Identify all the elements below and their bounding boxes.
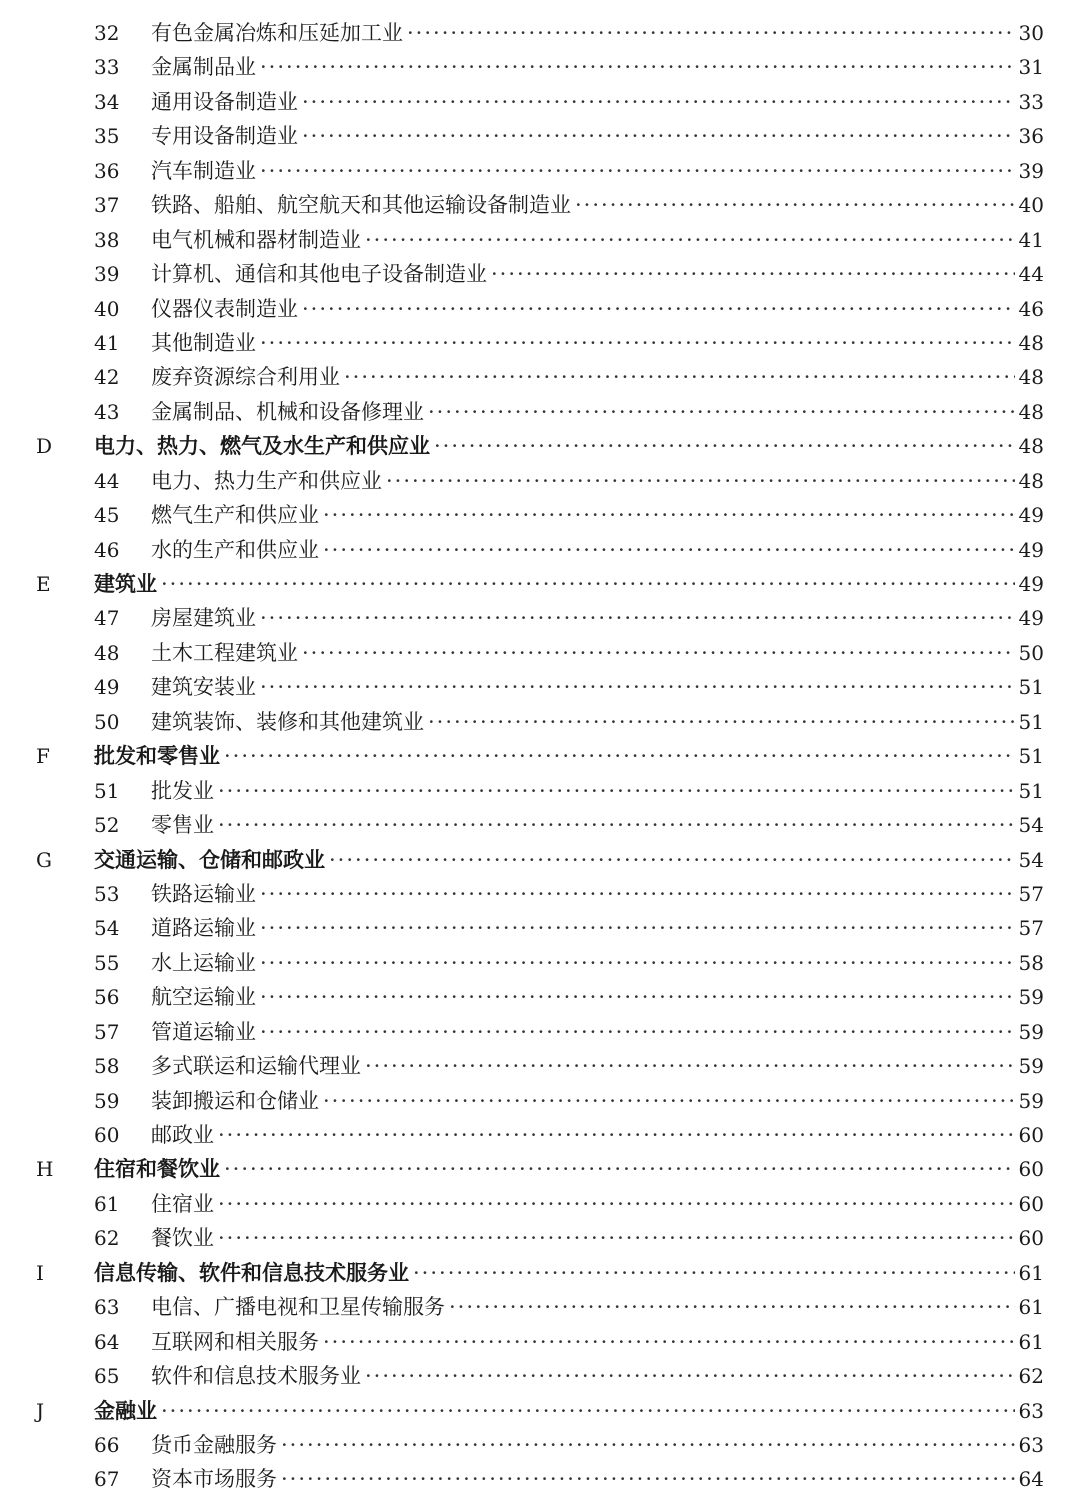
entry-number: 66 (94, 1432, 120, 1457)
entry-title-line (151, 636, 1044, 670)
entry-title-line (151, 774, 1044, 808)
entry-title: 废弃资源综合利用业 (151, 365, 340, 390)
dot-leader (302, 292, 1015, 326)
entry-title: 多式联运和运输代理业 (151, 1054, 361, 1079)
section-title: 批发和零售业 (94, 743, 220, 769)
entry-number: 49 (94, 675, 120, 700)
page-number: 31 (1018, 55, 1044, 80)
entry-title: 零售业 (151, 813, 214, 838)
toc-entry-row (0, 774, 1080, 808)
section-title: 交通运输、仓储和邮政业 (94, 846, 325, 872)
entry-number: 46 (94, 537, 120, 562)
entry-title-line (94, 567, 1044, 601)
dot-leader (575, 188, 1015, 222)
dot-leader (161, 1394, 1015, 1428)
dot-leader (260, 877, 1015, 911)
entry-title: 货币金融服务 (151, 1432, 277, 1457)
entry-title-line (94, 739, 1044, 773)
page-number: 57 (1018, 881, 1044, 906)
dot-leader (434, 429, 1015, 463)
toc-entry-row (0, 601, 1080, 635)
toc-entry-row (0, 326, 1080, 360)
page-number: 40 (1018, 193, 1044, 218)
entry-number: 63 (94, 1295, 120, 1320)
dot-leader (449, 1290, 1015, 1324)
dot-leader (224, 1152, 1015, 1186)
entry-title-line (151, 1084, 1044, 1118)
entry-title-line (94, 429, 1044, 463)
toc-entry-row (0, 119, 1080, 153)
toc-entry-row (0, 670, 1080, 704)
page-number: 59 (1018, 1088, 1044, 1113)
entry-title-line (94, 1394, 1044, 1428)
entry-number: 64 (94, 1329, 120, 1354)
entry-title: 仪器仪表制造业 (151, 296, 298, 321)
entry-title-line (151, 50, 1044, 84)
entry-title-line (151, 705, 1044, 739)
toc-entry-row (0, 980, 1080, 1014)
entry-title-line (151, 292, 1044, 326)
page-number: 51 (1018, 744, 1044, 769)
entry-title-line (151, 946, 1044, 980)
toc-entry-row (0, 911, 1080, 945)
entry-title-line (151, 1187, 1044, 1221)
entry-number: 33 (94, 55, 120, 80)
entry-title-line (151, 16, 1044, 50)
toc-section-row (0, 1394, 1080, 1428)
page-number: 51 (1018, 709, 1044, 734)
entry-title: 互联网和相关服务 (151, 1329, 319, 1354)
dot-leader (260, 601, 1015, 635)
entry-title: 道路运输业 (151, 916, 256, 941)
entry-number: 59 (94, 1088, 120, 1113)
dot-leader (218, 1221, 1015, 1255)
entry-number: 53 (94, 881, 120, 906)
entry-title: 批发业 (151, 778, 214, 803)
page-number: 59 (1018, 985, 1044, 1010)
toc-entry-row (0, 188, 1080, 222)
toc-entry-row (0, 292, 1080, 326)
section-letter: G (36, 847, 52, 872)
entry-number: 50 (94, 709, 120, 734)
dot-leader (224, 739, 1015, 773)
dot-leader (260, 326, 1015, 360)
entry-title: 建筑安装业 (151, 675, 256, 700)
entry-title: 软件和信息技术服务业 (151, 1364, 361, 1389)
dot-leader (161, 567, 1015, 601)
toc-section-row (0, 1152, 1080, 1186)
dot-leader (386, 464, 1015, 498)
page-number: 49 (1018, 537, 1044, 562)
entry-number: 60 (94, 1123, 120, 1147)
dot-leader (218, 774, 1015, 808)
page-number: 61 (1018, 1329, 1044, 1354)
toc-entry-row (0, 498, 1080, 532)
toc-entry-row (0, 395, 1080, 429)
dot-leader (323, 1084, 1015, 1118)
toc-entry-row (0, 1084, 1080, 1118)
entry-title-line (151, 1221, 1044, 1255)
entry-title-line (151, 1359, 1044, 1393)
dot-leader (281, 1462, 1015, 1496)
toc-entry-row (0, 1325, 1080, 1359)
page-number: 60 (1018, 1123, 1044, 1147)
entry-title-line (151, 119, 1044, 153)
entry-title: 土木工程建筑业 (151, 640, 298, 665)
toc-section-row (0, 1256, 1080, 1290)
dot-leader (260, 670, 1015, 704)
toc-entry-row (0, 154, 1080, 188)
toc-entry-row (0, 1290, 1080, 1324)
dot-leader (413, 1256, 1015, 1290)
dot-leader (218, 1187, 1015, 1221)
entry-title-line (151, 1462, 1044, 1496)
page-number: 48 (1018, 434, 1044, 459)
dot-leader (323, 1325, 1015, 1359)
page-number: 39 (1018, 158, 1044, 183)
page-number: 50 (1018, 640, 1044, 665)
entry-number: 44 (94, 468, 120, 493)
entry-number: 32 (94, 21, 120, 45)
entry-title: 电力、热力生产和供应业 (151, 468, 382, 493)
entry-title: 装卸搬运和仓储业 (151, 1088, 319, 1113)
entry-number: 57 (94, 1019, 120, 1044)
entry-title: 其他制造业 (151, 330, 256, 355)
page-number: 49 (1018, 503, 1044, 528)
toc-entry-row (0, 50, 1080, 84)
toc-entry-row (0, 1428, 1080, 1462)
entry-title: 有色金属冶炼和压延加工业 (151, 21, 403, 45)
page-number: 44 (1018, 262, 1044, 287)
entry-number: 38 (94, 227, 120, 252)
dot-leader (407, 16, 1015, 50)
dot-leader (302, 119, 1015, 153)
toc-entry-row (0, 464, 1080, 498)
page-number: 48 (1018, 365, 1044, 390)
entry-number: 39 (94, 262, 120, 287)
entry-title: 资本市场服务 (151, 1467, 277, 1492)
page-number: 54 (1018, 813, 1044, 838)
dot-leader (428, 395, 1015, 429)
entry-number: 41 (94, 330, 120, 355)
page-number: 36 (1018, 124, 1044, 149)
entry-title-line (151, 1015, 1044, 1049)
entry-number: 48 (94, 640, 120, 665)
page-number: 62 (1018, 1364, 1044, 1389)
entry-number: 54 (94, 916, 120, 941)
entry-number: 61 (94, 1191, 120, 1216)
entry-number: 45 (94, 503, 120, 528)
entry-title: 金属制品、机械和设备修理业 (151, 399, 424, 424)
entry-title: 计算机、通信和其他电子设备制造业 (151, 262, 487, 287)
page-number: 54 (1018, 847, 1044, 872)
toc-entry-row (0, 1049, 1080, 1083)
page-number: 61 (1018, 1260, 1044, 1285)
dot-leader (365, 1359, 1015, 1393)
entry-number: 51 (94, 778, 120, 803)
toc-entry-row (0, 705, 1080, 739)
dot-leader (260, 1015, 1015, 1049)
section-letter: J (36, 1398, 45, 1423)
entry-title-line (151, 257, 1044, 291)
page-number: 51 (1018, 778, 1044, 803)
page-number: 46 (1018, 296, 1044, 321)
page-number: 59 (1018, 1054, 1044, 1079)
entry-number: 42 (94, 365, 120, 390)
page-number: 60 (1018, 1226, 1044, 1251)
toc-entry-row (0, 808, 1080, 842)
entry-number: 56 (94, 985, 120, 1010)
page-number: 41 (1018, 227, 1044, 252)
entry-title-line (151, 498, 1044, 532)
entry-title: 餐饮业 (151, 1226, 214, 1251)
entry-number: 37 (94, 193, 120, 218)
entry-title: 住宿业 (151, 1191, 214, 1216)
toc-entry-row (0, 1118, 1080, 1152)
dot-leader (302, 636, 1015, 670)
entry-title-line (151, 601, 1044, 635)
entry-number: 34 (94, 89, 120, 114)
entry-title: 水的生产和供应业 (151, 537, 319, 562)
section-letter: D (36, 434, 53, 459)
entry-title-line (151, 877, 1044, 911)
section-title: 电力、热力、燃气及水生产和供应业 (94, 433, 430, 459)
entry-title-line (151, 533, 1044, 567)
dot-leader (344, 360, 1015, 394)
entry-number: 47 (94, 606, 120, 631)
page-number: 63 (1018, 1432, 1044, 1457)
entry-number: 65 (94, 1364, 120, 1389)
toc-entry-row (0, 1015, 1080, 1049)
entry-title-line (151, 1428, 1044, 1462)
dot-leader (260, 946, 1015, 980)
entry-title: 水上运输业 (151, 950, 256, 975)
entry-title-line (94, 1256, 1044, 1290)
entry-title-line (151, 188, 1044, 222)
toc-entry-row (0, 533, 1080, 567)
page-number: 48 (1018, 468, 1044, 493)
toc-section-row (0, 843, 1080, 877)
entry-number: 55 (94, 950, 120, 975)
page-number: 58 (1018, 950, 1044, 975)
page-number: 48 (1018, 330, 1044, 355)
entry-title-line (151, 1118, 1044, 1152)
entry-number: 62 (94, 1226, 120, 1251)
toc-entry-row (0, 223, 1080, 257)
toc-entry-row (0, 1359, 1080, 1393)
section-title: 住宿和餐饮业 (94, 1156, 220, 1182)
entry-title: 房屋建筑业 (151, 606, 256, 631)
page-number: 49 (1018, 572, 1044, 596)
entry-number: 36 (94, 158, 120, 183)
toc-entry-row (0, 257, 1080, 291)
toc-entry-row (0, 1187, 1080, 1221)
dot-leader (365, 1049, 1015, 1083)
entry-title-line (94, 1152, 1044, 1186)
entry-title-line (151, 1290, 1044, 1324)
dot-leader (302, 85, 1015, 119)
entry-title-line (151, 223, 1044, 257)
entry-title: 通用设备制造业 (151, 89, 298, 114)
entry-number: 52 (94, 813, 120, 838)
dot-leader (323, 498, 1015, 532)
toc-section-row (0, 567, 1080, 601)
dot-leader (260, 980, 1015, 1014)
dot-leader (260, 50, 1015, 84)
entry-number: 58 (94, 1054, 120, 1079)
entry-title: 铁路运输业 (151, 881, 256, 906)
dot-leader (329, 843, 1015, 877)
entry-title-line (151, 154, 1044, 188)
dot-leader (491, 257, 1015, 291)
entry-title: 金属制品业 (151, 55, 256, 80)
page-number: 60 (1018, 1191, 1044, 1216)
entry-title: 电气机械和器材制造业 (151, 227, 361, 252)
section-letter: H (36, 1157, 54, 1182)
toc-entry-row (0, 946, 1080, 980)
section-title: 信息传输、软件和信息技术服务业 (94, 1259, 409, 1285)
entry-title-line (151, 670, 1044, 704)
table-of-contents (0, 16, 1080, 1497)
dot-leader (260, 154, 1015, 188)
toc-section-row (0, 429, 1080, 463)
entry-number: 67 (94, 1467, 120, 1492)
page-number: 51 (1018, 675, 1044, 700)
toc-entry-row (0, 1462, 1080, 1496)
entry-title: 燃气生产和供应业 (151, 503, 319, 528)
toc-entry-row (0, 16, 1080, 50)
entry-title: 管道运输业 (151, 1019, 256, 1044)
entry-title: 邮政业 (151, 1123, 214, 1147)
entry-title-line (151, 464, 1044, 498)
entry-title-line (151, 360, 1044, 394)
entry-title-line (151, 1325, 1044, 1359)
page-number: 48 (1018, 399, 1044, 424)
dot-leader (365, 223, 1015, 257)
page-number: 60 (1018, 1157, 1044, 1182)
dot-leader (218, 808, 1015, 842)
entry-title: 汽车制造业 (151, 158, 256, 183)
page-number: 63 (1018, 1398, 1044, 1423)
entry-number: 35 (94, 124, 120, 149)
entry-title-line (151, 911, 1044, 945)
toc-entry-row (0, 877, 1080, 911)
section-letter: E (36, 572, 51, 596)
page-number: 33 (1018, 89, 1044, 114)
dot-leader (281, 1428, 1015, 1462)
entry-title: 专用设备制造业 (151, 124, 298, 149)
entry-number: 40 (94, 296, 120, 321)
toc-section-row (0, 739, 1080, 773)
toc-entry-row (0, 1221, 1080, 1255)
dot-leader (323, 533, 1015, 567)
page-number: 59 (1018, 1019, 1044, 1044)
toc-entry-row (0, 360, 1080, 394)
dot-leader (260, 911, 1015, 945)
page-number: 61 (1018, 1295, 1044, 1320)
entry-title-line (151, 326, 1044, 360)
entry-title-line (151, 1049, 1044, 1083)
section-letter: I (36, 1260, 44, 1285)
page-number: 64 (1018, 1467, 1044, 1492)
entry-number: 43 (94, 399, 120, 424)
entry-title-line (151, 808, 1044, 842)
dot-leader (218, 1118, 1015, 1152)
section-title: 建筑业 (94, 571, 157, 596)
toc-entry-row (0, 636, 1080, 670)
entry-title-line (151, 395, 1044, 429)
section-letter: F (36, 744, 50, 769)
entry-title: 铁路、船舶、航空航天和其他运输设备制造业 (151, 193, 571, 218)
page-number: 30 (1018, 21, 1044, 45)
toc-entry-row (0, 85, 1080, 119)
entry-title-line (151, 85, 1044, 119)
dot-leader (428, 705, 1015, 739)
entry-title: 电信、广播电视和卫星传输服务 (151, 1295, 445, 1320)
entry-title-line (94, 843, 1044, 877)
page-number: 49 (1018, 606, 1044, 631)
entry-title: 航空运输业 (151, 985, 256, 1010)
entry-title: 建筑装饰、装修和其他建筑业 (151, 709, 424, 734)
entry-title-line (151, 980, 1044, 1014)
page-number: 57 (1018, 916, 1044, 941)
section-title: 金融业 (94, 1397, 157, 1423)
